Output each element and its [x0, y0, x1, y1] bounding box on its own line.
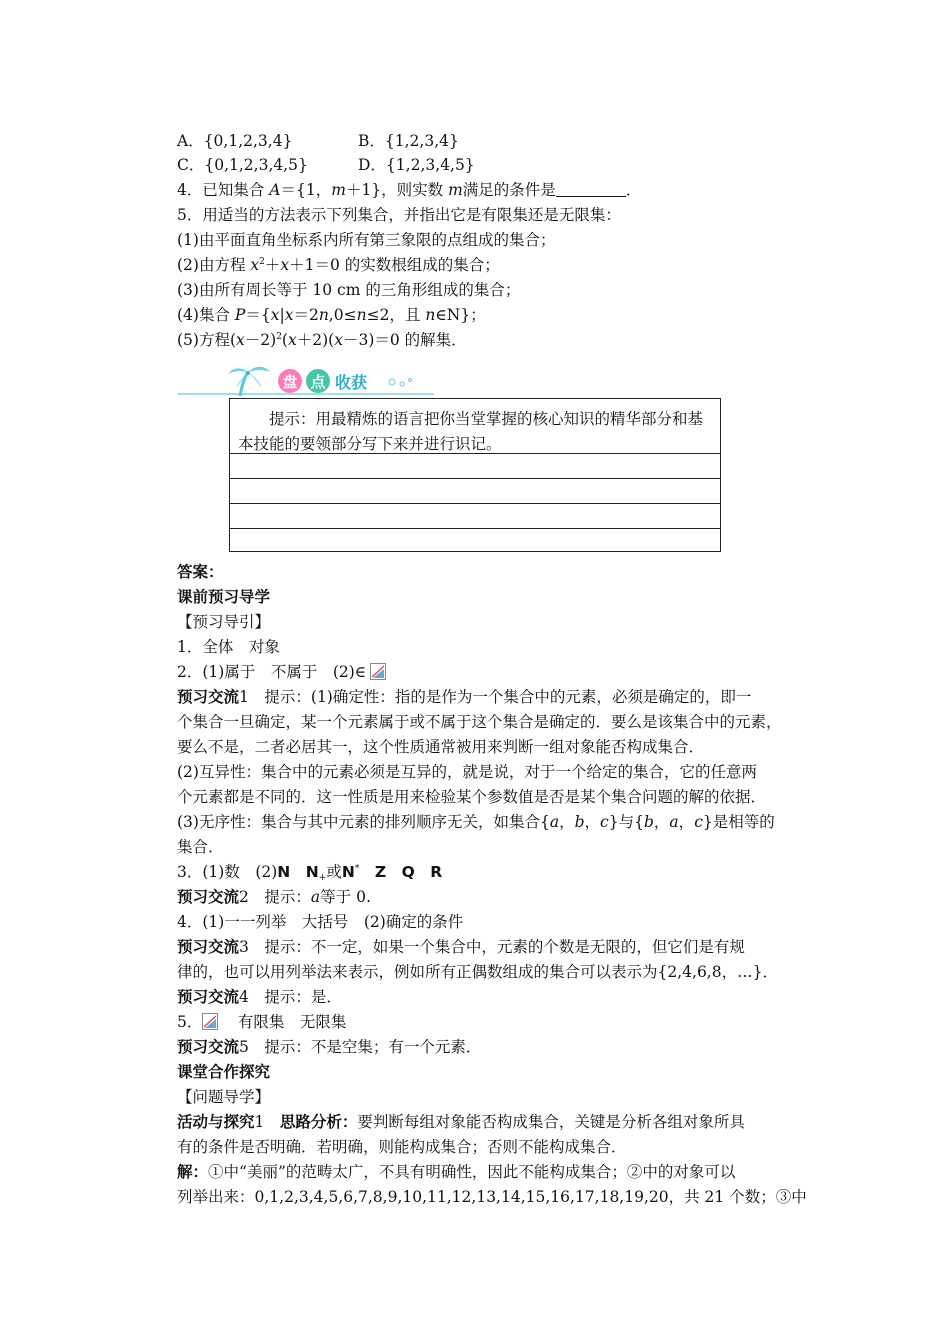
text-line: 集合．	[177, 838, 224, 856]
answer-line-4: 4．(1)一一列举 大括号 (2)确定的条件	[177, 913, 464, 931]
text-line: 列举出来：0,1,2,3,4,5,6,7,8,9,10,11,12,13,14,15,16,17,18,19,20，共 21 个数；③中	[177, 1188, 807, 1206]
preview-exchange-4: 预习交流4 提示：是．	[177, 988, 342, 1006]
question-5-item-5: (5)方程$(x-2)^2(x+2)(x-3)=0$ 的解集．	[177, 331, 467, 349]
text-line: 要么不是，二者必居其一，这个性质通常被用来判断一组对象能否构成集合．	[177, 738, 705, 756]
text-line: (3)无序性：集合与其中元素的排列顺序无关，如集合{a，b，c}与{b，a，c}是相等的	[177, 813, 775, 831]
notes-line	[230, 453, 720, 454]
text-line: 律的，也可以用列举法来表示，例如所有正偶数组成的集合可以表示为{2,4,6,8，…}．	[177, 963, 778, 981]
option-d: D．{1,2,3,4,5}	[358, 156, 475, 174]
text-line: 个元素都是不同的．这一性质是用来检验某个参数值是否是某个集合问题的解的依据．	[177, 788, 767, 806]
notes-line	[230, 528, 720, 529]
preview-exchange-2: 预习交流2 提示：a等于 0.	[177, 888, 371, 906]
question-5-item-2: (2)由方程 $x^2+x+1=0$ 的实数根组成的集合；	[177, 256, 500, 274]
notes-line	[230, 478, 720, 479]
question-5-item-4: (4)集合 P＝{x|x＝2n,0≤n≤2，且 n∈N}；	[177, 306, 486, 324]
question-5-item-1: (1)由平面直角坐标系内所有第三象限的点组成的集合；	[177, 231, 556, 249]
answer-blank	[556, 182, 626, 197]
preview-exchange-1: 预习交流1 提示：(1)确定性：指的是作为一个集合中的元素，必须是确定的，即一	[177, 688, 752, 706]
banner-text: 收获	[335, 373, 368, 392]
palm-tree-icon	[228, 367, 270, 396]
notes-hint: 提示：用最精炼的语言把你当堂掌握的核心知识的精华部分和基本技能的要领部分写下来并进行识记。	[238, 410, 704, 453]
text-line: 个集合一旦确定，某一个元素属于或不属于这个集合是确定的．要么是该集合中的元素，	[177, 713, 782, 731]
broken-image-icon	[370, 663, 386, 680]
text-line: 有的条件是否明确．若明确，则能构成集合；否则不能构成集合．	[177, 1138, 627, 1156]
banner-char-2: 点	[310, 373, 326, 391]
subheading-preview-guide: 【预习导引】	[177, 613, 271, 631]
answer-line-2: 2．(1)属于 不属于 (2)∈	[177, 662, 386, 682]
answer-line-3: 3．(1)数 (2)N $N_+$或N* Z Q R	[177, 863, 443, 883]
activity-1: 活动与探究1 思路分析：要判断每组对象能否构成集合，关键是分析各组对象所具	[177, 1113, 745, 1131]
broken-image-icon	[202, 1013, 218, 1030]
subheading-problem-guide: 【问题导学】	[177, 1088, 271, 1106]
question-5-title: 5．用适当的方法表示下列集合，并指出它是有限集还是无限集：	[177, 206, 621, 224]
text-line: (2)互异性：集合中的元素必须是互异的，就是说，对于一个给定的集合，它的任意两	[177, 763, 757, 781]
option-a: A．{0,1,2,3,4}	[177, 132, 293, 150]
answers-heading: 答案：	[177, 563, 224, 581]
preview-exchange-5: 预习交流5 提示：不是空集；有一个元素．	[177, 1038, 482, 1056]
solution: 解：①中“美丽”的范畴太广，不具有明确性，因此不能构成集合；②中的对象可以	[177, 1163, 736, 1181]
question-4: 4．已知集合 A＝{1，m＋1}，则实数 m满足的条件是 ．	[177, 181, 642, 199]
option-c: C．{0,1,2,3,4,5}	[177, 156, 308, 174]
option-b: B．{1,2,3,4}	[358, 132, 459, 150]
section-heading-preview: 课前预习导学	[177, 588, 271, 606]
wave-icon	[389, 379, 412, 387]
answer-line-1: 1．全体 对象	[177, 638, 280, 656]
notes-line	[230, 503, 720, 504]
summary-banner	[178, 362, 434, 398]
question-5-item-3: (3)由所有周长等于 10 cm 的三角形组成的集合；	[177, 281, 521, 299]
section-heading-classroom: 课堂合作探究	[177, 1063, 271, 1081]
banner-char-1: 盘	[282, 373, 298, 391]
answer-line-5: 5． 有限集 无限集	[177, 1013, 347, 1031]
preview-exchange-3: 预习交流3 提示：不一定，如果一个集合中，元素的个数是无限的，但它们是有规	[177, 938, 745, 956]
notes-box	[229, 398, 721, 552]
